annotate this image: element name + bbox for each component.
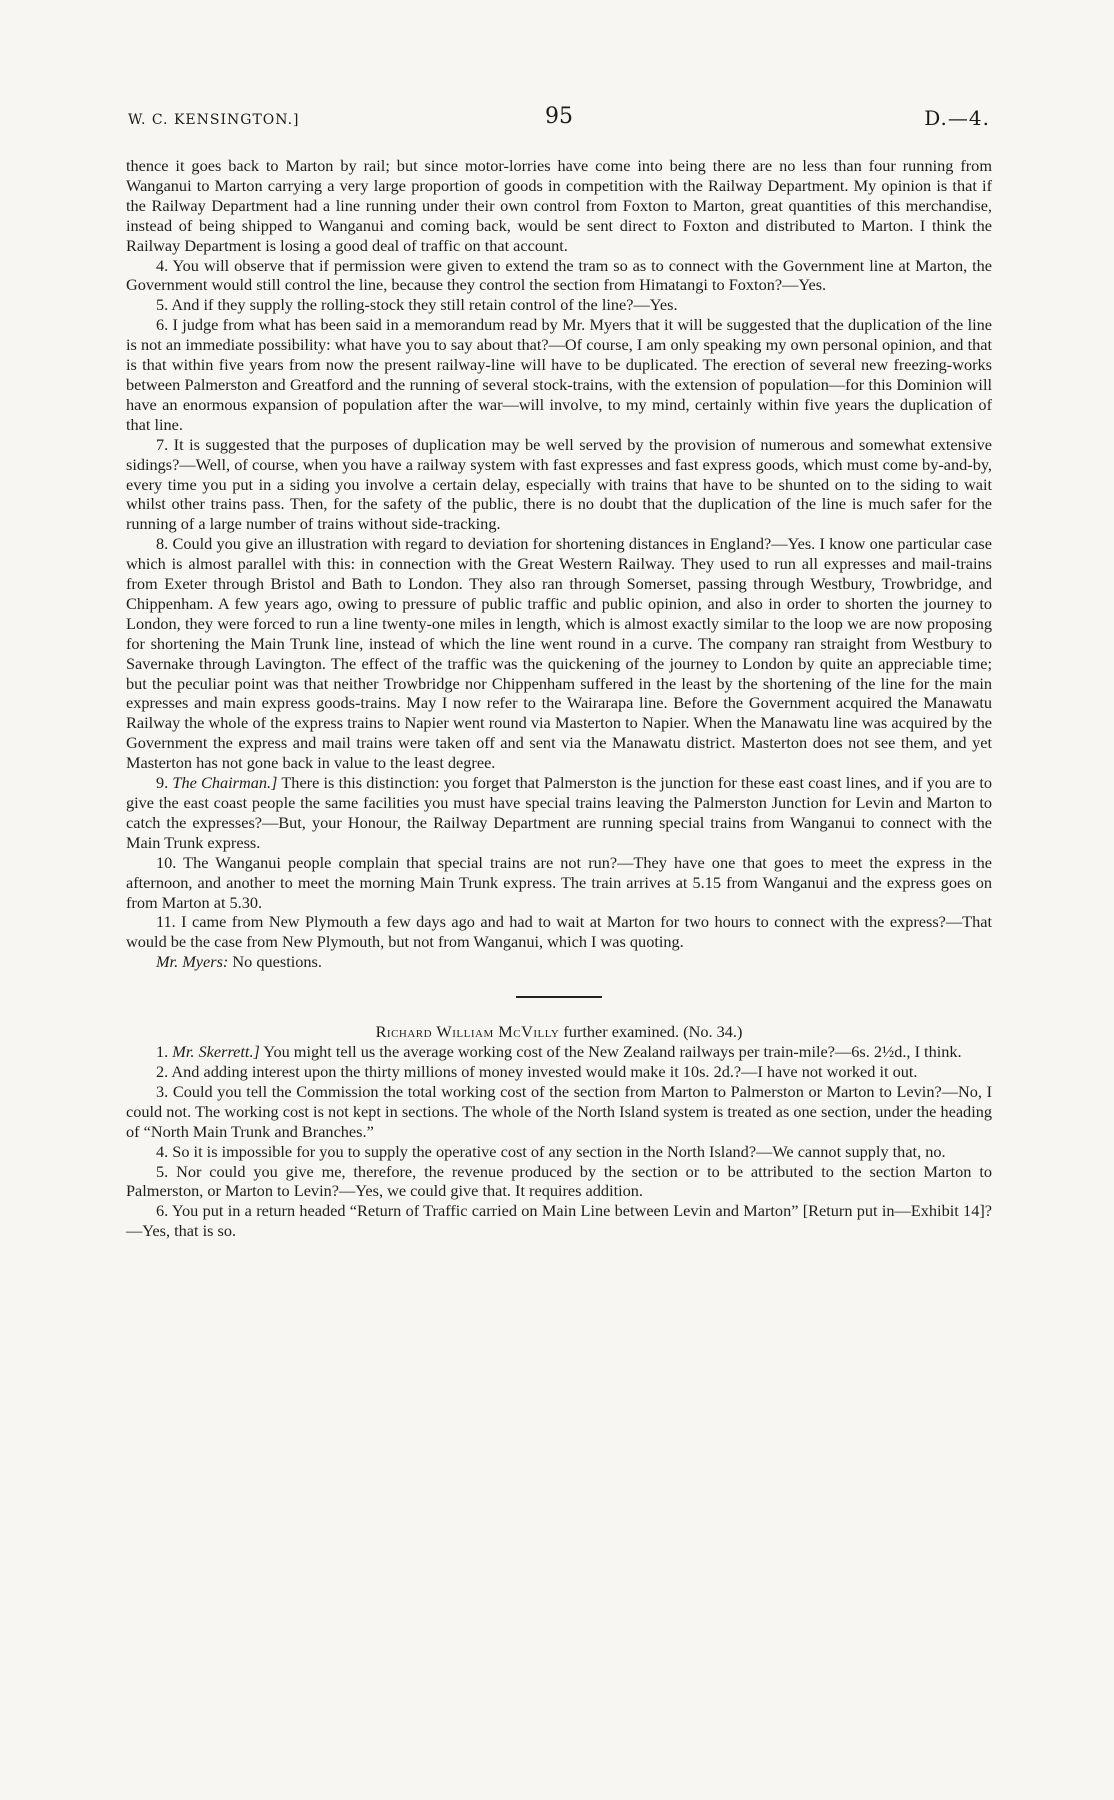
paragraph [126,853,992,913]
paragraph-text: 6. You put in a return headed “Return of Traffic carried on Main Line between Levin and Marton” [Return put in—Exhibit 14]?—Yes, that is so. [126,1201,992,1241]
paragraph [126,256,992,296]
paragraph-text: No questions. [228,952,322,972]
speaker-name: Mr. Myers: [156,952,229,972]
paragraph [126,952,992,972]
paragraph-text: 11. I came from New Plymouth a few days ago and had to wait at Marton for two hours to connect with the express?—That would be the case from New Plymouth, but not from Wanganui, which I was quoting. [126,912,992,952]
document-reference: D.—4. [924,106,990,130]
page-header [128,102,990,142]
paragraph [126,1062,992,1082]
paragraph-text: 5. And if they supply the rolling-stock they still retain control of the line?—Yes. [156,295,678,315]
witness-heading [126,1022,992,1042]
page-number: 95 [545,104,573,129]
paragraph-text: There is this distinction: you forget that Palmerston is the junction for these east coast lines, and if you are to give the east coast people the same facilities you must have special trains leaving the Palmerston Junction for Levin and Marton to catch the expresses?—But, your Honour, the Railway Department are running special trains from Wanganui to connect with the Main Trunk express. [126,773,992,852]
paragraph [126,1162,992,1202]
paragraph-text: 6. I judge from what has been said in a memorandum read by Mr. Myers that it will be suggested that the duplication of the line is not an immediate possibility: what have you to say about that?—Of course, I am only speaking my own personal opinion, and that is that within five years from now the present railway-line will have to be duplicated. The erection of several new freezing-works between Palmerston and Greatford and the running of several stock-trains, with the extension of population—for this Dominion will have an enormous expansion of population after the war—will involve, to my mind, certainly within five years the duplication of that line. [126,315,992,434]
witness-name: Richard William McVilly [375,1022,560,1042]
paragraph-text: 4. You will observe that if permission were given to extend the tram so as to connect with the Government line at Marton, the Government would still control the line, because they control the section from Himatangi to Foxton?—Yes. [126,255,992,295]
question-number: 9. [156,773,173,793]
testimony-section-2 [126,1042,992,1241]
paragraph [126,912,992,952]
paragraph-text: 7. It is suggested that the purposes of duplication may be well served by the provision of numerous and somewhat extensive sidings?—Well, of course, when you have a railway system with fast expresses and fast express goods, which must come by-and-by, every time you put in a siding you involve a certain delay, especially with trains that have to be shunted on to the siding to wait whilst other trains pass. Then, for the safety of the public, there is no doubt that the duplication of the line is much safer for the running of a large number of trains without side-tracking. [126,434,992,534]
paragraph [126,315,992,434]
paragraph-text: You might tell us the average working cost of the New Zealand railways per train-mile?—6s. 2½d., I think. [259,1042,962,1062]
witness-heading-rest: further examined. (No. 34.) [559,1022,743,1042]
paragraph-text: 2. And adding interest upon the thirty millions of money invested would make it 10s. 2d.?—I have not worked it out. [156,1061,918,1081]
paragraph-text: 3. Could you tell the Commission the total working cost of the section from Marton to Palmerston or Marton to Levin?—No, I could not. The working cost is not kept in sections. The whole of the North Island system is treated as one section, under the heading of “North Main Trunk and Branches.” [126,1081,992,1141]
header-witness: W. C. KENSINGTON.] [128,112,300,128]
paragraph [126,295,992,315]
paragraph [126,534,992,773]
paragraph-text: 4. So it is impossible for you to supply the operative cost of any section in the North Island?—We cannot supply that, no. [156,1141,946,1161]
paragraph [126,1042,992,1062]
paragraph [126,773,992,853]
paragraph-text: 5. Nor could you give me, therefore, the revenue produced by the section or to be attributed to the section Marton to Palmerston, or Marton to Levin?—Yes, we could give that. It requires addition. [126,1161,992,1201]
paragraph-text: 10. The Wanganui people complain that special trains are not run?—They have one that goes to meet the express in the afternoon, and another to meet the morning Main Trunk express. The train arrives at 5.15 from Wanganui and the express goes on from Marton at 5.30. [126,852,992,912]
document-body [126,156,992,1241]
question-number: 1. [156,1042,173,1062]
paragraph [126,156,992,256]
speaker-name: The Chairman.] [172,773,278,793]
paragraph-text: 8. Could you give an illustration with regard to deviation for shortening distances in England?—Yes. I know one particular case which is almost parallel with this: in connection with the Great Western Railway. They used to run all expresses and mail-trains from Exeter through Bristol and Bath to London. They also ran through Somerset, passing through Westbury, Trowbridge, and Chippenham. A few years ago, owing to pressure of public traffic and public opinion, and also in order to shorten the journey to London, they were forced to run a line twenty-one miles in length, which is almost exactly similar to the loop we are now proposing for shortening the Main Trunk line, instead of which the line went round in a curve. The company ran straight from Westbury to Savernake through Lavington. The effect of the traffic was the quickening of the journey to London by quite an appreciable time; but the peculiar point was that neither Trowbridge nor Chippenham suffered in the least by the shortening of the line for the main expresses and main express goods-trains. May I now refer to the Wairarapa line. Before the Government acquired the Manawatu Railway the whole of the express trains to Napier went round via Masterton to Napier. When the Manawatu line was acquired by the Government the express and mail trains were taken off and sent via the Manawatu district. Masterton does not see them, and yet Masterton has not gone back in value to the least degree. [126,534,992,773]
speaker-name: Mr. Skerrett.] [172,1042,260,1062]
testimony-section-1 [126,156,992,972]
section-divider [516,996,602,998]
paragraph [126,1142,992,1162]
paragraph [126,1082,992,1142]
paragraph [126,435,992,535]
paragraph [126,1201,992,1241]
paragraph-text: thence it goes back to Marton by rail; but since motor-lorries have come into being there are no less than four running from Wanganui to Marton carrying a very large proportion of goods in competition with the Railway Department. My opinion is that if the Railway Department had a line running under their own control from Foxton to Marton, great quantities of this merchandise, instead of being shipped to Wanganui and coming back, would be sent direct to Foxton and distributed to Marton. I think the Railway Department is losing a good deal of traffic on that account. [126,156,992,255]
